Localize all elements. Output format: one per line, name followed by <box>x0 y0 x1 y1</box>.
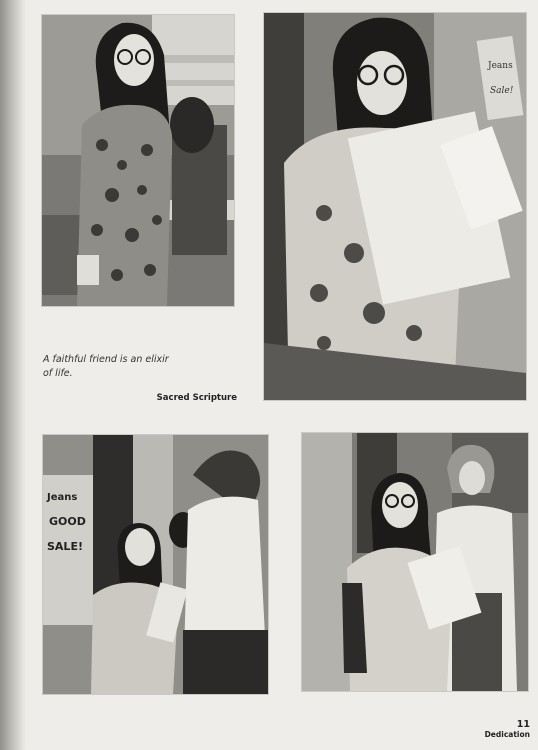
quote-block <box>43 353 233 381</box>
photo-woman-walking-with-students <box>302 433 528 691</box>
svg-text:Jeans: Jeans <box>47 492 78 503</box>
poster-jeans-text: Jeans <box>488 61 513 71</box>
svg-text:GOOD: GOOD <box>49 515 86 528</box>
photo-woman-carrying-folders <box>264 13 526 400</box>
section-label: Dedication <box>484 730 530 739</box>
photo-woman-smiling-classroom <box>42 15 234 306</box>
svg-text:Sale!: Sale! <box>490 86 514 96</box>
photo-woman-talking-with-man <box>43 435 268 694</box>
svg-text:SALE!: SALE! <box>47 540 83 553</box>
page-number: 11 <box>516 719 530 730</box>
quote-line-1: A faithful friend is an elixir <box>43 354 169 365</box>
quote-line-2: of life. <box>43 368 73 379</box>
page-folio <box>485 719 530 740</box>
quote-source: Sacred Scripture <box>156 393 237 403</box>
page-spine-shadow <box>0 0 26 750</box>
